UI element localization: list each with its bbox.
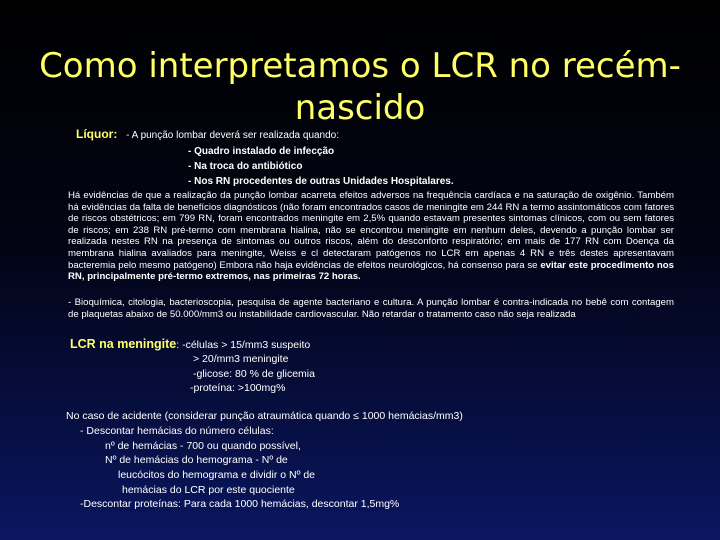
acidente-line-6: hemácias do LCR por este quociente bbox=[122, 484, 295, 496]
liquor-item-3: - Nos RN procedentes de outras Unidades Hospitalares. bbox=[188, 176, 454, 187]
title-line-1: Como interpretamos o LCR no recém- bbox=[39, 45, 681, 86]
slide-title bbox=[0, 45, 720, 129]
meningite-line-1: > 20/mm3 meningite bbox=[193, 353, 289, 365]
acidente-line-5: leucócitos do hemograma e dividir o Nº de bbox=[118, 469, 316, 481]
acidente-line-7: -Descontar proteínas: Para cada 1000 hemácias, descontar 1,5mg% bbox=[80, 498, 400, 510]
meningite-line-3: -proteína: >100mg% bbox=[190, 382, 286, 394]
liquor-intro: - A punção lombar deverá ser realizada quando: bbox=[126, 130, 340, 141]
bioquimica-paragraph: - Bioquímica, citologia, bacterioscopia, pesquisa de agente bacteriano e cultura. A punção lombar é contra-indicada no bebê com contagem de plaquetas abaixo de 50.000/mm3 ou instabilidade cardiovascular. Não retardar o tratamento caso não seja realizada bbox=[68, 297, 674, 320]
meningite-label: LCR na meningite bbox=[70, 337, 177, 351]
acidente-line-1: No caso de acidente (considerar punção atraumática quando ≤ 1000 hemácias/mm3) bbox=[66, 410, 463, 422]
evidence-bold-text: evitar este procedimento nos RN, principalmente pré-termo extremos, nas primeiras 72 horas. bbox=[68, 259, 674, 283]
liquor-heading bbox=[76, 128, 339, 142]
acidente-line-4: Nº de hemácias do hemograma - Nº de bbox=[105, 454, 288, 466]
evidence-paragraph bbox=[68, 190, 674, 283]
meningite-heading bbox=[70, 338, 310, 352]
evidence-text: Há evidências de que a realização da punção lombar acarreta efeitos adversos na frequência cardíaca e na saturação de oxigênio. Também há evidências da falta de benefícios diagnósticos (não foram encontrados casos de meningite em 244 RN a termo assintomáticos com fatores de riscos obstétricos; em 799 RN, foram encontrados meningite em 2,5% quando estavam presentes sintomas clínicos, com ou sem fatores de riscos; em 238 RN pré-termo com membrana hialina, não se encontrou meningite em nenhum deles, devendo a punção lombar ser realizada nestes RN na presença de sintomas ou outros riscos, além do desconforto respiratório; em mais de 177 RN com Doença da membrana hialina avaliados para meningite, Weiss e cl detectaram patógenos no LCR em apenas 4 RN e três destes apresentavam bacteremia pelo mesmo patógeno) Embora não haja evidências de efeitos neurológicos, há consenso para se bbox=[68, 190, 674, 271]
liquor-label: Líquor: bbox=[76, 127, 118, 141]
title-line-2: nascido bbox=[294, 87, 426, 128]
liquor-item-1: - Quadro instalado de infecção bbox=[188, 146, 335, 157]
meningite-line-2: -glicose: 80 % de glicemia bbox=[193, 368, 315, 380]
meningite-celulas: : -células > 15/mm3 suspeito bbox=[176, 339, 311, 351]
acidente-line-3: nº de hemácias - 700 ou quando possível, bbox=[105, 440, 301, 452]
acidente-line-2: - Descontar hemácias do número células: bbox=[80, 425, 274, 437]
liquor-item-2: - Na troca do antibiótico bbox=[188, 161, 303, 172]
